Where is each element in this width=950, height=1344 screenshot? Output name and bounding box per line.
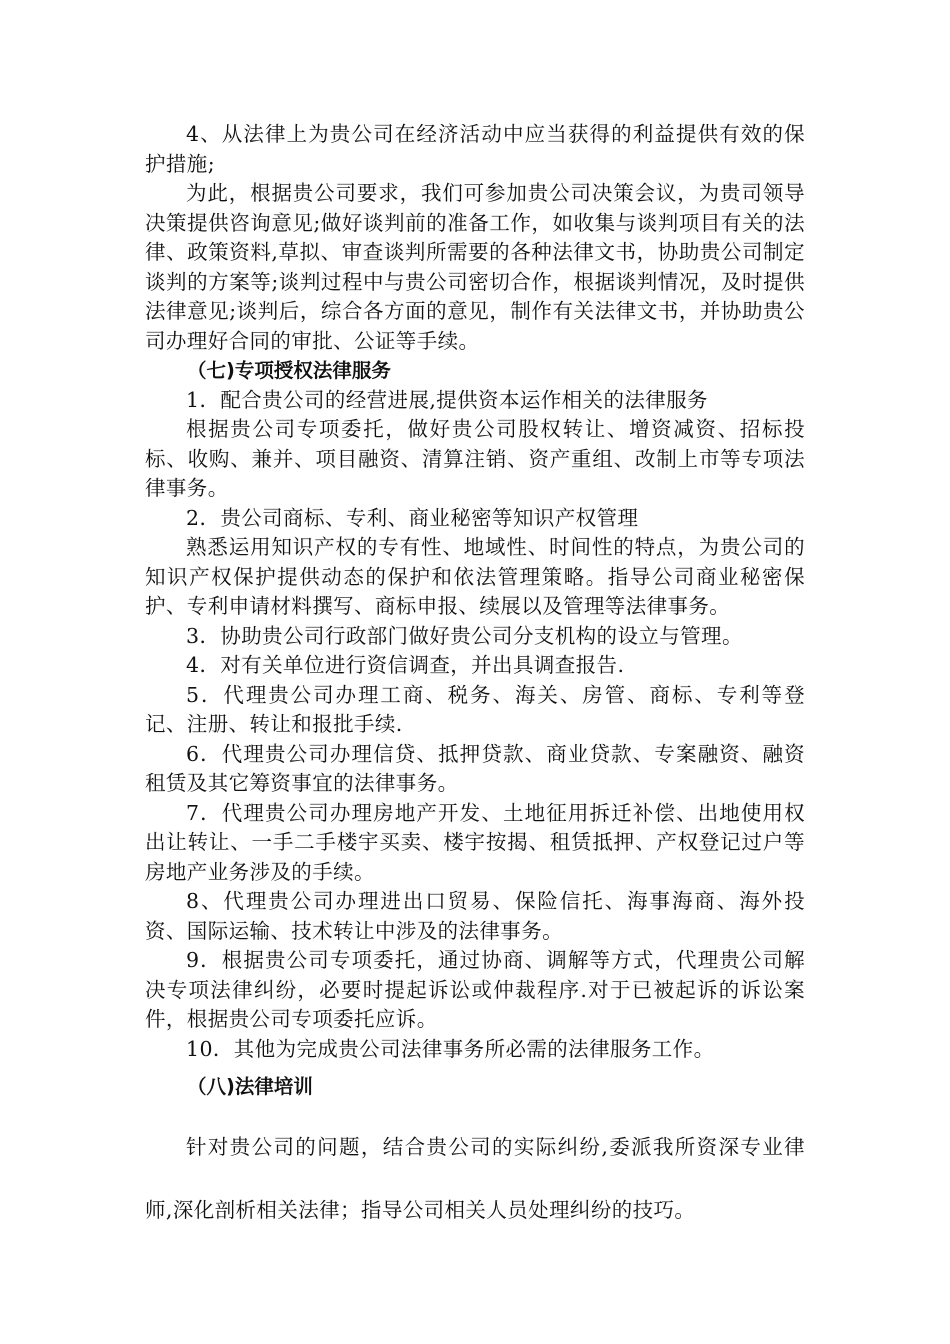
section-7-item: 根据贵公司专项委托，做好贵公司股权转让、增资减资、招标投标、收购、兼并、项目融资、清算注销、资产重组、改制上市等专项法律事务。 xyxy=(145,417,805,500)
section-7-item: 8、代理贵公司办理进出口贸易、保险信托、海事海商、海外投资、国际运输、技术转让中涉及的法律事务。 xyxy=(145,889,805,943)
section-8-title: （八)法律培训 xyxy=(187,1075,313,1098)
section-7-item: 4．对有关单位进行资信调查，并出具调查报告. xyxy=(186,653,625,677)
section-7-item: 熟悉运用知识产权的专有性、地域性、时间性的特点，为贵公司的知识产权保护提供动态的保护和依法管理策略。指导公司商业秘密保护、专利申请材料撰写、商标申报、续展以及管理等法律事务。 xyxy=(145,535,805,618)
paragraph-negotiation-support: 为此，根据贵公司要求，我们可参加贵公司决策会议，为贵司领导决策提供咨询意见;做好谈判前的准备工作，如收集与谈判项目有关的法律、政策资料,草拟、审查谈判所需要的各种法律文书，协助贵公司制定谈判的方案等;谈判过程中与贵公司密切合作，根据谈判情况，及时提供法律意见;谈判后，综合各方面的意见，制作有关法律文书，并协助贵公司办理好合同的审批、公证等手续。 xyxy=(145,181,805,353)
section-7-item: 9．根据贵公司专项委托，通过协商、调解等方式，代理贵公司解决专项法律纠纷，必要时提起诉讼或仲裁程序.对于已被起诉的诉讼案件，根据贵公司专项委托应诉。 xyxy=(145,948,805,1031)
section-8-text: 针对贵公司的问题，结合贵公司的实际纠纷,委派我所资深专业律师,深化剖析相关法律；指导公司相关人员处理纠纷的技巧。 xyxy=(145,1134,805,1222)
section-7-item: 10．其他为完成贵公司法律事务所必需的法律服务工作。 xyxy=(186,1036,715,1061)
section-7-item: 1．配合贵公司的经营进展,提供资本运作相关的法律服务 xyxy=(186,387,708,412)
section-7-item: 2．贵公司商标、专利、商业秘密等知识产权管理 xyxy=(186,505,639,530)
document-page xyxy=(145,120,805,1242)
section-7-item: 5．代理贵公司办理工商、税务、海关、房管、商标、专利等登记、注册、转让和报批手续. xyxy=(145,682,805,736)
section-7-item: 6．代理贵公司办理信贷、抵押贷款、商业贷款、专案融资、融资租赁及其它筹资事宜的法律事务。 xyxy=(145,741,805,795)
section-7-item: 3．协助贵公司行政部门做好贵公司分支机构的设立与管理。 xyxy=(186,623,743,648)
section-7-item: 7．代理贵公司办理房地产开发、土地征用拆迁补偿、出地使用权出让转让、一手二手楼宇买卖、楼宇按揭、租赁抵押、产权登记过户等房地产业务涉及的手续。 xyxy=(145,800,805,884)
section-7-title: （七)专项授权法律服务 xyxy=(187,359,391,382)
paragraph-protection-measures: 4、从法律上为贵公司在经济活动中应当获得的利益提供有效的保护措施; xyxy=(145,122,805,176)
